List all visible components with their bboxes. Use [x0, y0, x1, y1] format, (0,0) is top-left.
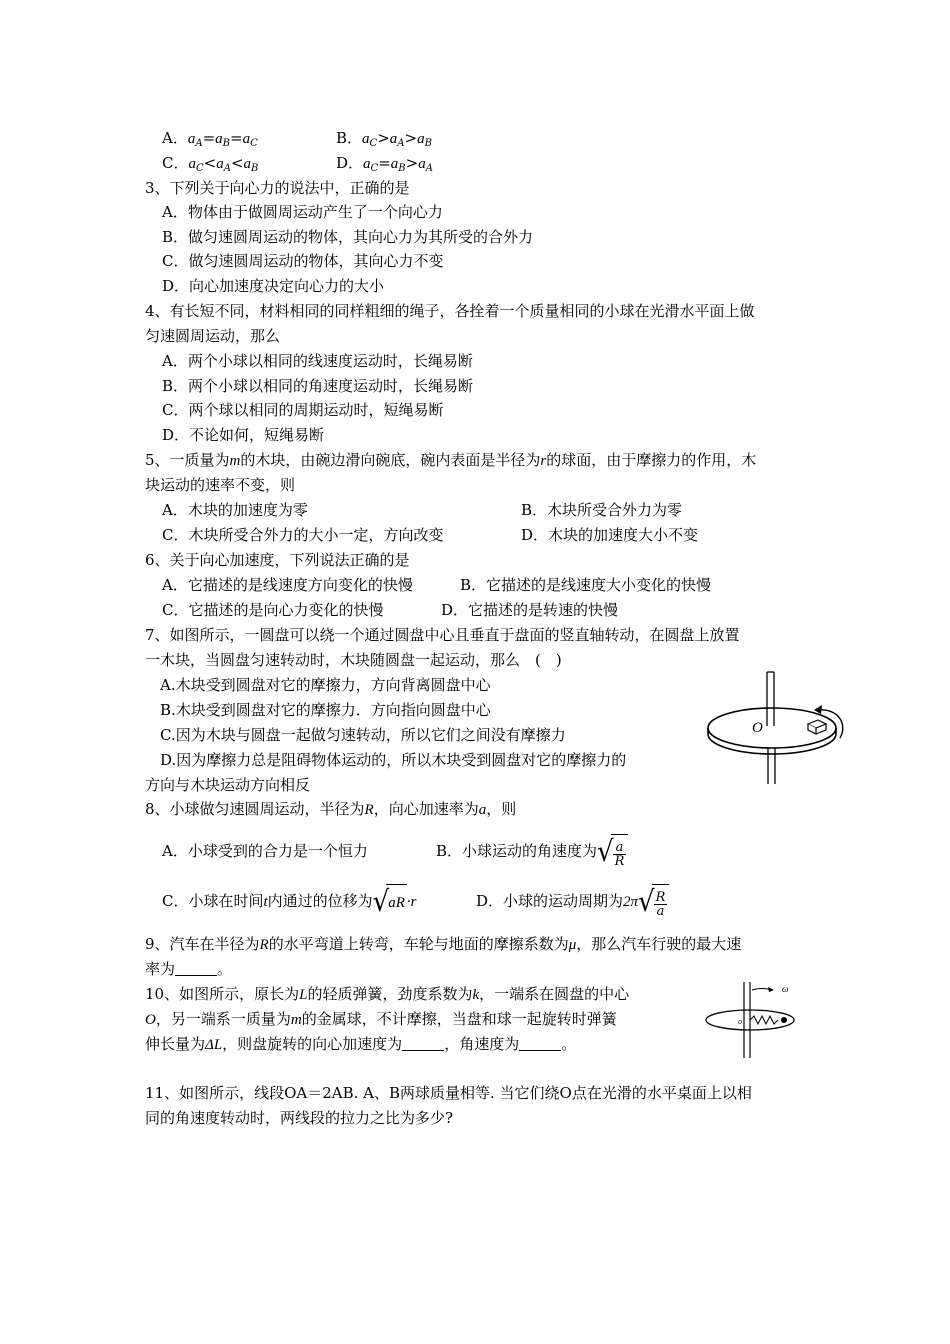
q2-option-b: B．$a_C>a_A>a_B$ — [336, 129, 432, 149]
q3-option-d: D．向心加速度决定向心力的大小 — [162, 277, 385, 295]
q4-option-a: A．两个小球以相同的线速度运动时，长绳易断 — [162, 352, 473, 370]
q10-fig-label-o: o — [738, 1017, 742, 1026]
q10-line1: 10、如图所示，原长为L的轻质弹簧，劲度系数为k，一端系在圆盘的中心 — [145, 985, 630, 1003]
q4-stem-line1: 4、有长短不同，材料相同的同样粗细的绳子，各拴着一个质量相同的小球在光滑水平面上做 — [145, 302, 755, 320]
q5-option-b: B．木块所受合外力为零 — [521, 501, 683, 519]
q8-sqrt-r-over-a: √ $\frac{R}{a}$ — [638, 884, 669, 920]
q7-option-b: B.木块受到圆盘对它的摩擦力．方向指向圆盘中心 — [160, 701, 491, 719]
q7-option-d-line2: 方向与木块运动方向相反 — [145, 776, 311, 794]
q10-spring-figure — [700, 980, 810, 1062]
q11-line1: 11、如图所示，线段OA＝2AB. A、B两球质量相等. 当它们绕O点在光滑的水平桌面上以相 — [145, 1084, 752, 1102]
q4-option-b: B．两个小球以相同的角速度运动时，长绳易断 — [162, 377, 474, 395]
q9-line2: 率为 。 — [145, 960, 233, 978]
q7-stem-line2: 一木块，当圆盘匀速转动时，木块随圆盘一起运动，那么 ( ) — [145, 651, 562, 669]
q2-option-a: A．$a_A=a_B=a_C$ — [162, 129, 258, 149]
q10-acceleration-blank[interactable] — [402, 1036, 444, 1051]
q7-option-d-line1: D.因为摩擦力总是阻碍物体运动的，所以木块受到圆盘对它的摩擦力的 — [160, 751, 627, 769]
q10-fig-label-omega: ω — [782, 984, 789, 994]
q5-option-d: D．木块的加速度大小不变 — [521, 526, 699, 544]
q3-option-a: A．物体由于做圆周运动产生了一个向心力 — [162, 203, 443, 221]
q8-option-a: A．小球受到的合力是一个恒力 — [162, 842, 368, 860]
q5-stem-line2: 块运动的速率不变，则 — [145, 476, 296, 494]
q10-line2: O，另一端系一质量为m的金属球，不计摩擦，当盘和球一起旋转时弹簧 — [145, 1010, 617, 1028]
q5-option-c: C．木块所受合外力的大小一定，方向改变 — [162, 526, 444, 544]
q8-stem: 8、小球做匀速圆周运动，半径为R，向心加速率为a，则 — [145, 800, 517, 818]
q6-option-c: C．它描述的是向心力变化的快慢 — [162, 601, 384, 619]
q4-stem-line2: 匀速圆周运动，那么 — [145, 327, 281, 345]
q8-option-b: B．小球运动的角速度为√ $\frac{a}{R}$ — [436, 834, 628, 870]
q4-option-c: C．两个球以相同的周期运动时，短绳易断 — [162, 401, 444, 419]
q5-stem-line1: 5、一质量为m的木块，由碗边滑向碗底，碗内表面是半径为r的球面，由于摩擦力的作用，木 — [145, 451, 757, 469]
q2-option-c: C．$a_C<a_A<a_B$ — [162, 154, 259, 174]
q7-fig-label-o: O — [752, 720, 763, 736]
q8-sqrt-ar: √aR — [372, 885, 405, 919]
q7-disc-figure — [700, 668, 860, 786]
q2-option-d: D．$a_C=a_B>a_A$ — [336, 154, 433, 174]
q6-stem: 6、关于向心加速度，下列说法正确的是 — [145, 551, 410, 569]
q3-option-c: C．做匀速圆周运动的物体，其向心力不变 — [162, 252, 444, 270]
q7-option-a: A.木块受到圆盘对它的摩擦力，方向背离圆盘中心 — [160, 676, 491, 694]
q6-option-b: B．它描述的是线速度大小变化的快慢 — [460, 576, 712, 594]
q4-option-d: D．不论如何，短绳易断 — [162, 426, 325, 444]
q8-sqrt-a-over-r: √ $\frac{a}{R}$ — [597, 834, 628, 870]
q5-option-a: A．木块的加速度为零 — [162, 501, 308, 519]
q6-option-d: D．它描述的是转速的快慢 — [441, 601, 619, 619]
q6-option-a: A．它描述的是线速度方向变化的快慢 — [162, 576, 413, 594]
q7-option-c: C.因为木块与圆盘一起做匀速转动，所以它们之间没有摩擦力 — [160, 726, 566, 744]
q9-line1: 9、汽车在半径为R的水平弯道上转弯，车轮与地面的摩擦系数为μ，那么汽车行驶的最大速 — [145, 935, 742, 953]
q7-stem-line1: 7、如图所示，一圆盘可以绕一个通过圆盘中心且垂直于盘面的竖直轴转动，在圆盘上放置 — [145, 626, 740, 644]
q9-answer-blank[interactable] — [175, 961, 217, 976]
q8-option-c: C．小球在时间t内通过的位移为√aR ·r — [162, 885, 417, 919]
q8-option-d: D．小球的运动周期为2π√ $\frac{R}{a}$ — [476, 884, 669, 920]
q10-line3: 伸长量为ΔL，则盘旋转的向心加速度为 ，角速度为 。 — [145, 1035, 577, 1053]
q10-angular-velocity-blank[interactable] — [519, 1036, 561, 1051]
q3-option-b: B．做匀速圆周运动的物体，其向心力为其所受的合外力 — [162, 228, 534, 246]
q11-line2: 同的角速度转动时，两线段的拉力之比为多少? — [145, 1109, 454, 1127]
q3-stem: 3、下列关于向心力的说法中，正确的是 — [145, 179, 410, 197]
